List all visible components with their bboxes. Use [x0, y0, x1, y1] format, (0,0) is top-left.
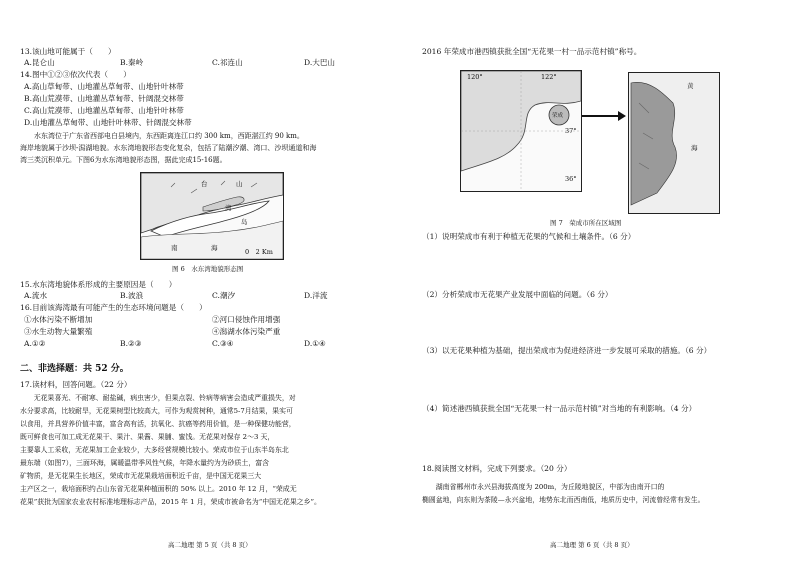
q15-option-a: A.流水: [24, 291, 48, 300]
q16-item-2: ②河口侵蚀作用增强: [212, 315, 281, 324]
q15-option-c: C.潮汐: [212, 291, 236, 300]
q13-option-b: B.秦岭: [120, 58, 144, 67]
right-page: [400, 0, 800, 565]
q13-option-a: A.昆仑山: [24, 58, 55, 67]
lat-label-36: 36°: [565, 175, 577, 183]
q14-option-c: C.高山荒漠带、山地灌丛草甸带、山地针叶林带: [24, 106, 184, 115]
q17-text-9: 花果”获批为国家农业农村标准地理标志产品，2015 年 1 月，荣成市被命名为“中国无花果之乡”。: [20, 498, 321, 506]
q13-option-d: D.大巴山: [304, 58, 336, 67]
lon-label-120: 120°: [467, 73, 483, 81]
q17-text-8: 主产区之一，栽培面积约占山东省无花果种植面积的 50% 以上。2010 年 12 月，“荣成无: [20, 485, 297, 493]
map-label-wan: 湾: [225, 204, 232, 212]
q17-heading: 17.读材料，回答问题。（22 分）: [20, 380, 132, 389]
figure-7-main-map: [460, 70, 582, 192]
arrow-icon: [582, 110, 626, 122]
material-line-3: 湾三类沉积单元。下图6为水东湾地貌形态图，据此完成15-16题。: [20, 156, 227, 164]
q14-option-d: D.山地灌丛草甸带、山地针叶林带、针阔混交林带: [24, 118, 192, 127]
figure-6-caption: 图 6 水东湾地貌形态图: [172, 265, 244, 273]
right-page-footer: 高二地理 第 6 页（共 8 页）: [550, 541, 634, 549]
q16-item-4: ④潟湖水体污染严重: [212, 327, 281, 336]
map-label-shan: 山: [236, 180, 243, 188]
q16-item-1: ①水体污染不断增加: [24, 315, 93, 324]
place-label-rongcheng: 荣成: [552, 113, 564, 119]
q18-text-2: 椭圆盆地，向东则为茶陵—永兴盆地，地势东北而西南低，地质历史中，河流曾经常有发生。: [422, 496, 705, 504]
q16-option-a: A.①②: [24, 339, 46, 348]
section-2-heading: 二、非选择题：共 52 分。: [20, 364, 129, 374]
sea-label-hai: 海: [691, 144, 698, 152]
figure-6-map: [140, 172, 284, 260]
shandong-coast-drawing: [461, 71, 581, 191]
q15-option-b: B.波浪: [120, 291, 144, 300]
q16-option-c: C.③④: [212, 339, 234, 348]
q17-text-4: 既可鲜食也可加工成无花果干、果汁、果酱、果脯、蜜饯。无花果对保存 2～3 天，: [20, 433, 275, 441]
q16-option-d: D.①④: [304, 339, 326, 348]
left-page-footer: 高二地理 第 5 页（共 8 页）: [168, 541, 252, 549]
map-label-nan: 南: [171, 244, 178, 252]
map-label-dao: 岛: [241, 218, 248, 226]
q17-part-2: （2）分析荣成市无花果产业发展中面临的问题。（6 分）: [422, 290, 613, 299]
q17-text-1: 无花果喜光、不耐寒、耐盐碱，病虫害少，但果点裂、铃病等病害会造成严重损失，对: [20, 394, 296, 402]
q17-text-5: 主要靠人工采收，无花果加工企业较少，大多经营规模比较小。荣成市位于山东半岛东北: [20, 446, 289, 454]
figure-7-caption: 图 7 荣成市所在区域图: [550, 219, 622, 227]
q15-stem: 15.水东湾地貌体系形成的主要原因是（ ）: [20, 280, 177, 289]
map-scale: 0 2 Km: [245, 248, 273, 256]
q16-stem: 16.目前该海湾最有可能产生的生态环境问题是（ ）: [20, 303, 207, 312]
q13-option-c: C.祁连山: [212, 58, 243, 67]
map-label-tai: 台: [201, 180, 208, 188]
q17-part-3: （3）以无花果种植为基础，提出荣成市为促进经济进一步发展可采取的措施。（6 分）: [422, 346, 712, 355]
lon-label-122: 122°: [541, 73, 557, 81]
material-line-1: 水东湾位于广东省西部电白县境内，东西距离连江口约 300 km，西距湛江约 90 km。: [20, 132, 304, 140]
q14-option-b: B.高山荒漠带、山地灌丛草甸带、针阔混交林带: [24, 94, 184, 103]
q14-stem: 14.图中①②③依次代表（ ）: [20, 70, 131, 79]
right-top-line: 2016 年荣成市港西镇获批全国“无花果一村一品示范村镇”称号。: [422, 47, 642, 56]
q16-option-b: B.②③: [120, 339, 142, 348]
q17-text-7: 矿物质，是无花果生长地区，荣成市无花果栽培面积近千亩，是中国无花果三大: [20, 472, 262, 480]
material-line-2: 海岸地貌属于沙坝-潟湖地貌。水东湾地貌形态变化复杂，包括了陆潮汐潮、湾口、沙坝通道和海: [20, 144, 317, 152]
map-label-hai: 海: [211, 244, 218, 252]
figure-7-inset-map: [628, 72, 720, 214]
q17-part-1: （1）说明荣成市有利于种植无花果的气候和土壤条件。（6 分）: [422, 232, 636, 241]
q18-text-1: 湖南省郴州市永兴县海拔高度为 200m，为丘陵地貌区，中部为由南开口的: [422, 483, 665, 491]
q16-item-3: ③水生动物大量繁殖: [24, 327, 93, 336]
lat-label-37: 37°: [565, 127, 577, 135]
sea-label-huang: 黄: [687, 82, 694, 90]
q17-text-6: 最东端（如图7），三面环海，属暖温带季风性气候，年降水量约为为砂质土，富含: [20, 459, 269, 467]
q17-text-2: 水分要求高，比较耐旱，无花果树型比较高大，可作为观赏树种，通常5-7月结果，果实可: [20, 407, 293, 415]
q17-text-3: 以食用，并具营养价值丰富，富含高有活，抗氧化、抗癌等药用价值，是一种保健功能营，: [20, 420, 296, 428]
q15-option-d: D.洋流: [304, 291, 328, 300]
q18-heading: 18.阅读图文材料，完成下列要求。（20 分）: [422, 464, 572, 473]
q17-part-4: （4）简述港西镇获批全国“无花果一村一品示范村镇”对当地的有利影响。（4 分）: [422, 404, 697, 413]
rongcheng-inset-drawing: [629, 73, 719, 213]
q13-stem: 13.该山地可能属于（ ）: [20, 47, 116, 56]
q14-option-a: A.高山草甸带、山地灌丛草甸带、山地针叶林带: [24, 82, 184, 91]
